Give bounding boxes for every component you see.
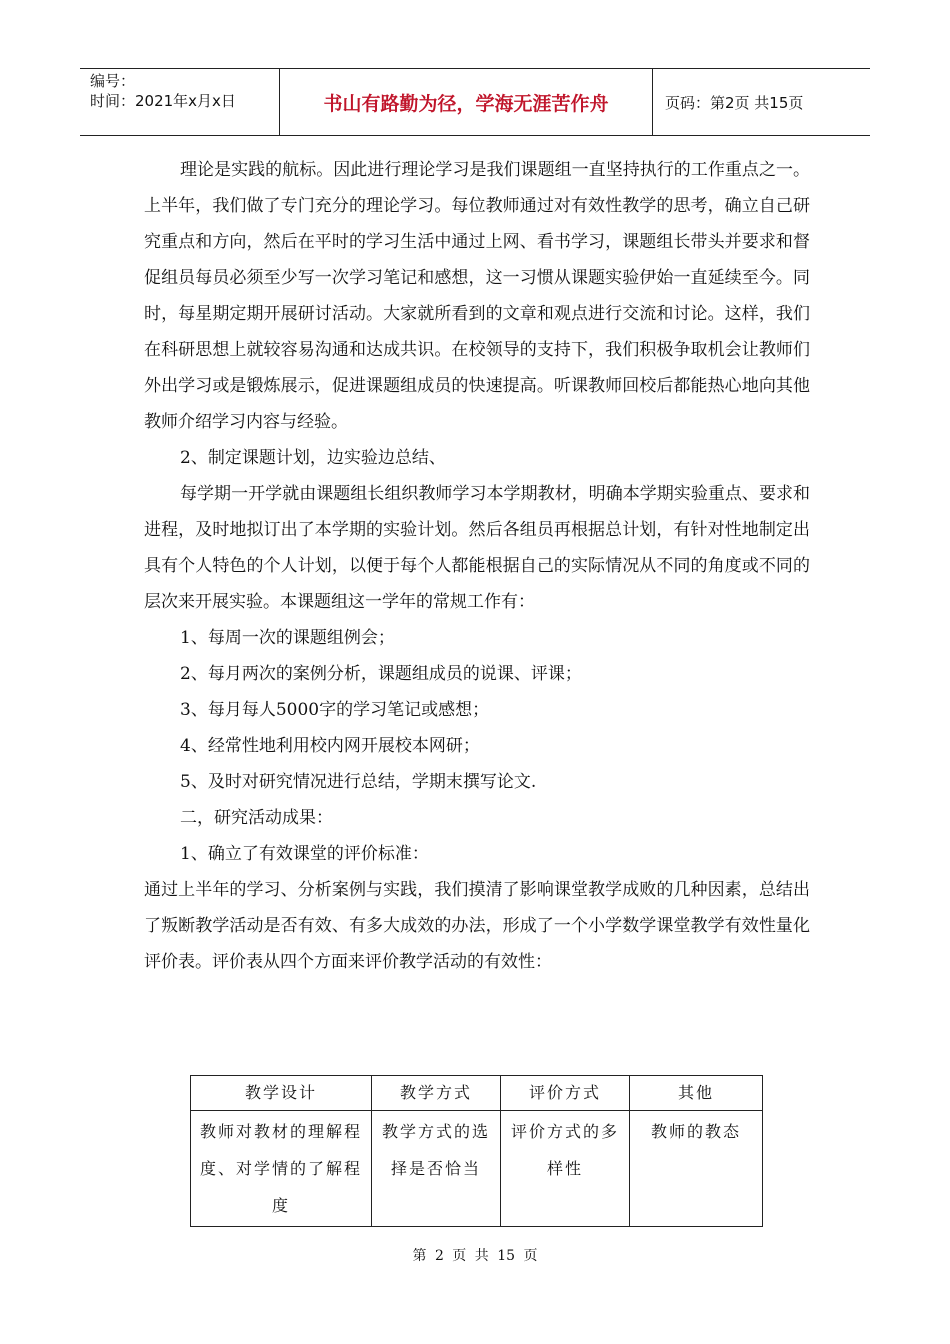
header-motto: 书山有路勤为径，学海无涯苦作舟 (280, 69, 653, 135)
paragraph: 理论是实践的航标。因此进行理论学习是我们课题组一直坚持执行的工作重点之一。上半年，我们做了专门充分的理论学习。每位教师通过对有效性教学的思考，确立自己研究重点和方向，然后在平时的学习生活中通过上网、看书学习，课题组长带头并要求和督促组员每员必须至少写一次学习笔记和感想，这一习惯从课题实验伊始一直延续至今。同时，每星期定期开展研讨活动。大家就所看到的文章和观点进行交流和讨论。这样，我们在科研思想上就较容易沟通和达成共识。在校领导的支持下，我们积极争取机会让教师们外出学习或是锻炼展示，促进课题组成员的快速提高。听课教师回校后都能热心地向其他教师介绍学习内容与经验。 (144, 160, 810, 432)
list-item: 1、每周一次的课题组例会； (180, 628, 395, 648)
evaluation-table-wrap (190, 1075, 762, 1227)
table-header-cell: 评价方式 (501, 1076, 630, 1111)
table-cell: 教师的教态 (630, 1111, 763, 1227)
page-footer: 第 2 页 共 15 页 (412, 1248, 538, 1264)
table-header-row (191, 1076, 763, 1111)
code-label: 编号： (90, 72, 136, 90)
table-cell: 评价方式的多样性 (501, 1111, 630, 1227)
paragraph: 通过上半年的学习、分析案例与实践，我们摸清了影响课堂教学成败的几种因素，总结出了叛断教学活动是否有效、有多大成效的办法，形成了一个小学数学课堂教学有效性量化评价表。评价表从四个方面来评价教学活动的有效性： (144, 880, 810, 972)
document-body (144, 152, 810, 980)
paragraph: 2、制定课题计划，边实验边总结、 (180, 448, 446, 468)
table-header-cell: 教学设计 (191, 1076, 372, 1111)
section-heading: 二，研究活动成果： (180, 808, 333, 828)
header-page-info: 页码：第2页 共15页 (665, 93, 804, 112)
table-header-cell: 教学方式 (372, 1076, 501, 1111)
page-header (80, 68, 870, 136)
evaluation-table (190, 1075, 763, 1227)
table-cell: 教师对教材的理解程度、对学情的了解程度 (191, 1111, 372, 1227)
list-item: 2、每月两次的案例分析，课题组成员的说课、评课； (180, 664, 582, 684)
time-label: 时间：2021年x月x日 (90, 92, 236, 110)
paragraph: 每学期一开学就由课题组长组织教师学习本学期教材，明确本学期实验重点、要求和进程，及时地拟订出了本学期的实验计划。然后各组员再根据总计划，有针对性地制定出具有个人特色的个人计划，以便于每个人都能根据自己的实际情况从不同的角度或不同的层次来开展实验。本课题组这一学年的常规工作有： (144, 484, 810, 612)
table-cell: 教学方式的选择是否恰当 (372, 1111, 501, 1227)
list-item: 4、经常性地利用校内网开展校本网研； (180, 736, 480, 756)
list-item: 5、及时对研究情况进行总结，学期末撰写论文. (180, 772, 537, 792)
list-item: 3、每月每人5000字的学习笔记或感想； (180, 700, 490, 720)
subsection-heading: 1、确立了有效课堂的评价标准： (180, 844, 429, 864)
table-header-cell: 其他 (630, 1076, 763, 1111)
header-meta (80, 69, 280, 135)
table-row (191, 1111, 763, 1227)
